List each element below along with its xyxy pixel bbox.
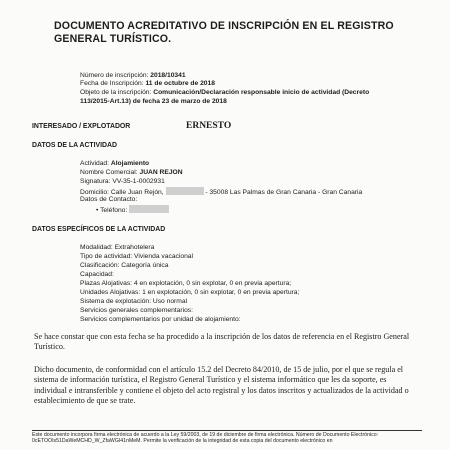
domicilio-street: Calle Juan Rejón, [110, 189, 164, 196]
signatura-row [80, 178, 165, 186]
especificos-line: Sistema de explotación: Uso normal [80, 298, 188, 305]
interesado-label: INTERESADO / EXPLOTADOR [32, 123, 131, 130]
registration-object-label: Objeto de la inscripción: [80, 89, 152, 96]
especificos-line: Unidades Alojativas: 1 en explotación, 0 sin explotar, 0 en previa apertura; [80, 289, 300, 296]
registration-object-value-cont: 113/2015-Art.13) de fecha 23 de marzo de 2018 [80, 98, 227, 105]
registration-object [80, 89, 369, 97]
especificos-line: Servicios complementarios por unidad de alojamiento: [80, 316, 241, 323]
especificos-line: Tipo de actividad: Vivienda vacacional [80, 253, 194, 260]
signatura-label: Signatura: [80, 178, 111, 185]
redacted-block [166, 187, 204, 195]
redacted-block [129, 205, 169, 213]
actividad-row [80, 160, 149, 168]
actividad-value: Alojamiento [110, 160, 150, 167]
footer-divider [32, 430, 422, 431]
signatura-value: VV-35-1-0002931 [112, 178, 165, 185]
paragraph-legal: Dicho documento, de conformidad con el artículo 15.2 del Decreto 84/2010, de 15 de julio, por el que se regula el sistema de información turística, el Registro General Turístico y el sistema informático que les da soporte, es individual e intransferible y contiene el objeto del acto registral y los datos inscritos y actualizados de la actividad o establecimiento de que se trate. [34, 365, 409, 405]
actividad-heading: DATOS DE LA ACTIVIDAD [32, 142, 117, 149]
especificos-line: Capacidad: [80, 271, 114, 278]
domicilio-city: - 35008 Las Palmas de Gran Canaria - Gran Canaria [205, 189, 363, 196]
registration-number-value: 2018/10341 [150, 72, 186, 79]
especificos-line: Plazas Alojativas: 4 en explotación, 0 sin explotar, 0 en previa apertura; [80, 280, 292, 287]
registration-date-label: Fecha de Inscripción: [80, 80, 144, 87]
footer-text: Este documento incorpora firma electrónica de acuerdo a la Ley 59/2003, de 19 de diciembre de firma electrónica. Número de Documento Electrónico: 0cETOOIs51DaWeMCHD_W_ZfaWGI41nMeM. Permite la verificación de la integridad de esta copia del documento electrónico en [32, 432, 379, 445]
contacto-label: Datos de Contacto: [80, 196, 138, 203]
telefono-row [96, 205, 169, 215]
registration-object-value: Comunicación/Declaración responsable inicio de actividad (Decreto [153, 89, 370, 96]
registration-date-value: 11 de octubre de 2018 [145, 80, 215, 87]
nombre-row [80, 169, 183, 177]
especificos-heading: DATOS ESPECÍFICOS DE LA ACTIVIDAD [32, 226, 166, 233]
telefono-label: Teléfono: [100, 207, 128, 214]
domicilio-label: Domicilio: [80, 189, 109, 196]
especificos-line: Clasificación: Categoría única [80, 262, 169, 269]
registration-date [80, 80, 215, 88]
interesado-name: ERNESTO [186, 121, 232, 131]
especificos-line: Servicios generales complementarios: [80, 307, 193, 314]
bullet-icon: • [96, 207, 99, 214]
nombre-label: Nombre Comercial: [80, 169, 138, 176]
actividad-label: Actividad: [80, 160, 109, 167]
registration-number-label: Número de inscripción: [80, 72, 149, 79]
paragraph-inscription: Se hace constar que con esta fecha se ha procedido a la inscripción de los datos de referencia en el Registro General Turístico. [34, 332, 410, 352]
nombre-value: JUAN REJON [139, 169, 183, 176]
document-title: DOCUMENTO ACREDITATIVO DE INSCRIPCIÓN EN EL REGISTRO GENERAL TURÍSTICO. [54, 20, 394, 45]
especificos-line: Modalidad: Extrahotelera [80, 244, 155, 251]
